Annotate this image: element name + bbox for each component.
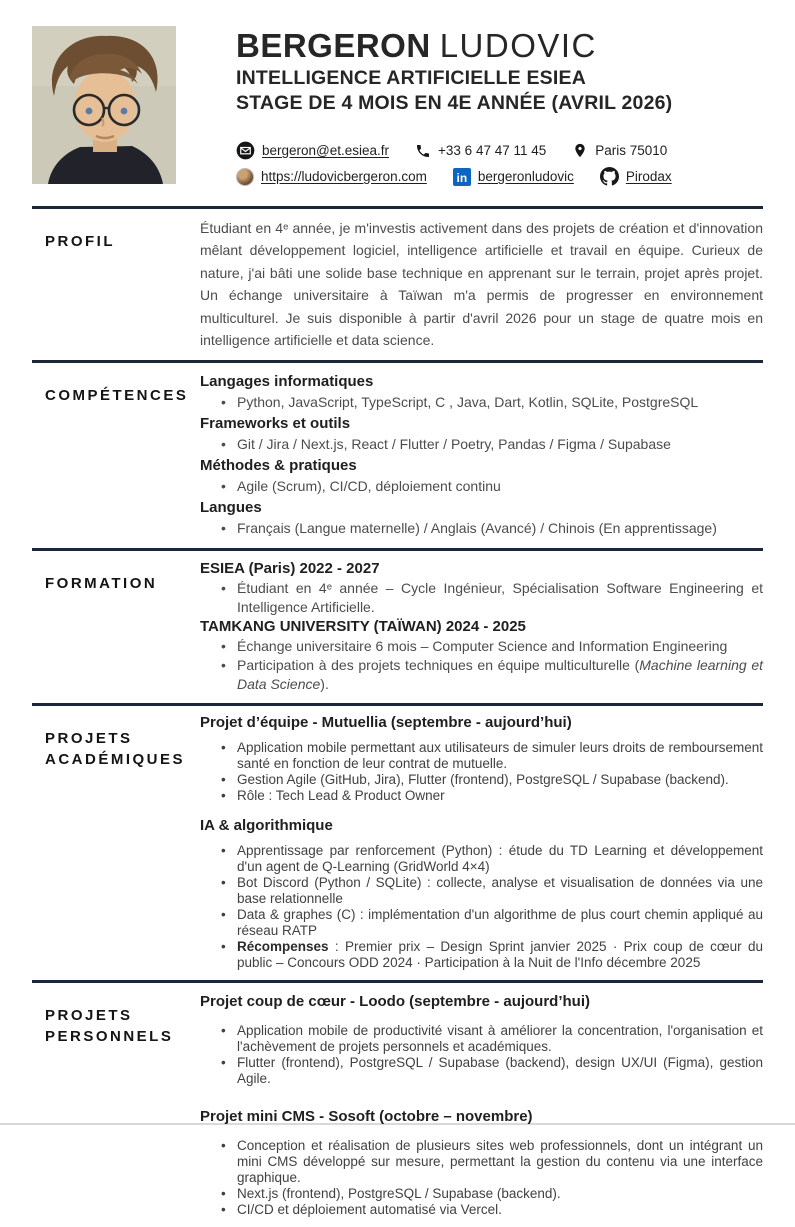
project-ia-algorithmique: [200, 817, 763, 971]
linkedin-link[interactable]: bergeronludovic: [477, 169, 574, 184]
project-bullet: • Application mobile permettant aux utilisateurs de simuler leurs droits de remboursement santé en fonction de leur contrat de mutuelle.: [200, 740, 763, 772]
formation-bullet: • Échange universitaire 6 mois – Computer Science and Information Engineering: [200, 637, 763, 656]
contact-website: [236, 168, 427, 186]
phone-icon: [415, 143, 431, 159]
skill-bullet: • Git / Jira / Next.js, React / Flutter / Poetry, Pandas / Figma / Supabase: [200, 434, 763, 455]
skill-bullet: • Python, JavaScript, TypeScript, C , Java, Dart, Kotlin, SQLite, PostgreSQL: [200, 392, 763, 413]
email-link[interactable]: bergeron@et.esiea.fr: [262, 143, 390, 158]
section-label-competences: COMPÉTENCES: [45, 387, 189, 405]
section-label-projets-personnels: PROJETS PERSONNELS: [45, 1007, 174, 1046]
project-bullet: • Conception et réalisation de plusieurs sites web professionnels, dont un intégrant un mini CMS développé sur mesure, permettant la gestion du contenu via une interface graphique.: [200, 1138, 763, 1186]
skill-group-methodes: [200, 455, 763, 497]
contact-row-2: [236, 167, 698, 186]
project-bullet: • Flutter (frontend), PostgreSQL / Supabase (backend), design UX/UI (Figma), gestion Agile.: [200, 1055, 763, 1087]
headline-line2: STAGE DE 4 MOIS EN 4E ANNÉE (AVRIL 2026): [236, 92, 673, 114]
project-heading: Projet mini CMS - Sosoft (octobre – novembre): [200, 1108, 533, 1126]
skill-group-heading: Méthodes & pratiques: [200, 457, 357, 475]
contact-github: [600, 167, 672, 186]
skill-group-heading: Langues: [200, 499, 262, 517]
project-bullet: • CI/CD et déploiement automatisé via Vercel.: [200, 1202, 763, 1218]
project-loodo: [200, 993, 763, 1087]
project-bullet: • Next.js (frontend), PostgreSQL / Supabase (backend).: [200, 1186, 763, 1202]
candidate-name: [236, 26, 698, 66]
project-bullet: • Data & graphes (C) : implémentation d'un algorithme de plus court chemin appliqué au réseau RATP: [200, 907, 763, 939]
section-projets-personnels: [32, 983, 763, 1227]
phone-number: +33 6 47 47 11 45: [438, 143, 547, 158]
profile-photo: [32, 26, 176, 184]
linkedin-icon: in: [453, 168, 471, 186]
section-profil: [32, 209, 763, 360]
last-name: BERGERON: [236, 27, 431, 64]
header: [0, 0, 795, 193]
project-heading: Projet coup de cœur - Loodo (septembre - aujourd’hui): [200, 993, 590, 1011]
formation-bullet: • Participation à des projets techniques en équipe multiculturelle (Machine learning et Data Science).: [200, 656, 763, 694]
github-icon: [600, 167, 619, 186]
skill-group-frameworks: [200, 413, 763, 455]
email-icon: [236, 141, 255, 160]
contact-phone: [415, 143, 546, 159]
skill-group-heading: Frameworks et outils: [200, 415, 351, 433]
github-link[interactable]: Pirodax: [625, 169, 672, 184]
skill-group-langues: [200, 497, 763, 539]
project-sosoft: [200, 1108, 763, 1218]
location-text: Paris 75010: [595, 143, 668, 158]
website-link[interactable]: https://ludovicbergeron.com: [261, 169, 427, 184]
first-name: LUDOVIC: [439, 27, 597, 64]
header-text: [236, 26, 698, 193]
project-bullet: • Rôle : Tech Lead & Product Owner: [200, 788, 763, 804]
formation-bullet: • Étudiant en 4ᵉ année – Cycle Ingénieur, Spécialisation Software Engineering et Intelligence Artificielle.: [200, 579, 763, 617]
project-heading: IA & algorithmique: [200, 817, 333, 835]
section-projets-academiques: [32, 706, 763, 980]
section-label-formation: FORMATION: [45, 575, 158, 593]
contact-block: [236, 141, 698, 186]
project-mutuellia: [200, 714, 763, 804]
section-formation: [32, 551, 763, 703]
recompenses-label: Récompenses: [237, 939, 329, 955]
profil-paragraph: Étudiant en 4ᵉ année, je m'investis activement dans des projets de création et d'innovation mêlant développement logiciel, intelligence artificielle et travail en équipe. Curieux de nature, j'ai bâti une solide base technique en apprenant sur le terrain, projet après projet. Un échange universitaire à Taïwan m'a permis de progresser en environnement multiculturel. Je suis disponible à partir d'avril 2026 pour un stage de quatre mois en intelligence artificielle et data science.: [200, 220, 763, 349]
project-bullet: • Apprentissage par renforcement (Python) : étude du TD Learning et développement d'un agent de Q-Learning (GridWorld 4×4): [200, 843, 763, 875]
contact-row-1: [236, 141, 698, 160]
project-heading: Projet d’équipe - Mutuellia (septembre - aujourd’hui): [200, 714, 572, 732]
contact-location: [572, 142, 667, 159]
project-bullet-recompenses: • Récompenses : Premier prix – Design Sprint janvier 2025 · Prix coup de cœur du public – Concours ODD 2024 · Participation à la Nuit de l'Info décembre 2025: [200, 939, 763, 971]
headline-line1: INTELLIGENCE ARTIFICIELLE ESIEA: [236, 67, 586, 89]
project-bullet: • Application mobile de productivité visant à améliorer la concentration, l'organisation et l'achèvement de projets personnels et académiques.: [200, 1023, 763, 1055]
contact-email: [236, 141, 389, 160]
section-label-projets-academiques: PROJETS ACADÉMIQUES: [45, 730, 186, 769]
skill-bullet: • Agile (Scrum), CI/CD, déploiement continu: [200, 476, 763, 497]
section-label-profil: PROFIL: [45, 233, 115, 250]
contact-linkedin: [453, 168, 574, 186]
skill-bullet: • Français (Langue maternelle) / Anglais (Avancé) / Chinois (En apprentissage): [200, 518, 763, 539]
project-bullet: • Gestion Agile (GitHub, Jira), Flutter (frontend), PostgreSQL / Supabase (backend).: [200, 772, 763, 788]
skill-group-heading: Langages informatiques: [200, 373, 374, 391]
project-bullet: • Bot Discord (Python / SQLite) : collecte, analyse et visualisation de données via une base relationnelle: [200, 875, 763, 907]
website-avatar-icon: [236, 168, 254, 186]
location-pin-icon: [572, 142, 588, 159]
section-competences: [32, 363, 763, 548]
skill-group-langages: [200, 371, 763, 413]
formation-esiea-heading: ESIEA (Paris) 2022 - 2027: [200, 560, 380, 578]
formation-tamkang-heading: TAMKANG UNIVERSITY (TAÏWAN) 2024 - 2025: [200, 618, 526, 636]
italic-course-names: Machine learning et Data Science: [237, 657, 763, 693]
